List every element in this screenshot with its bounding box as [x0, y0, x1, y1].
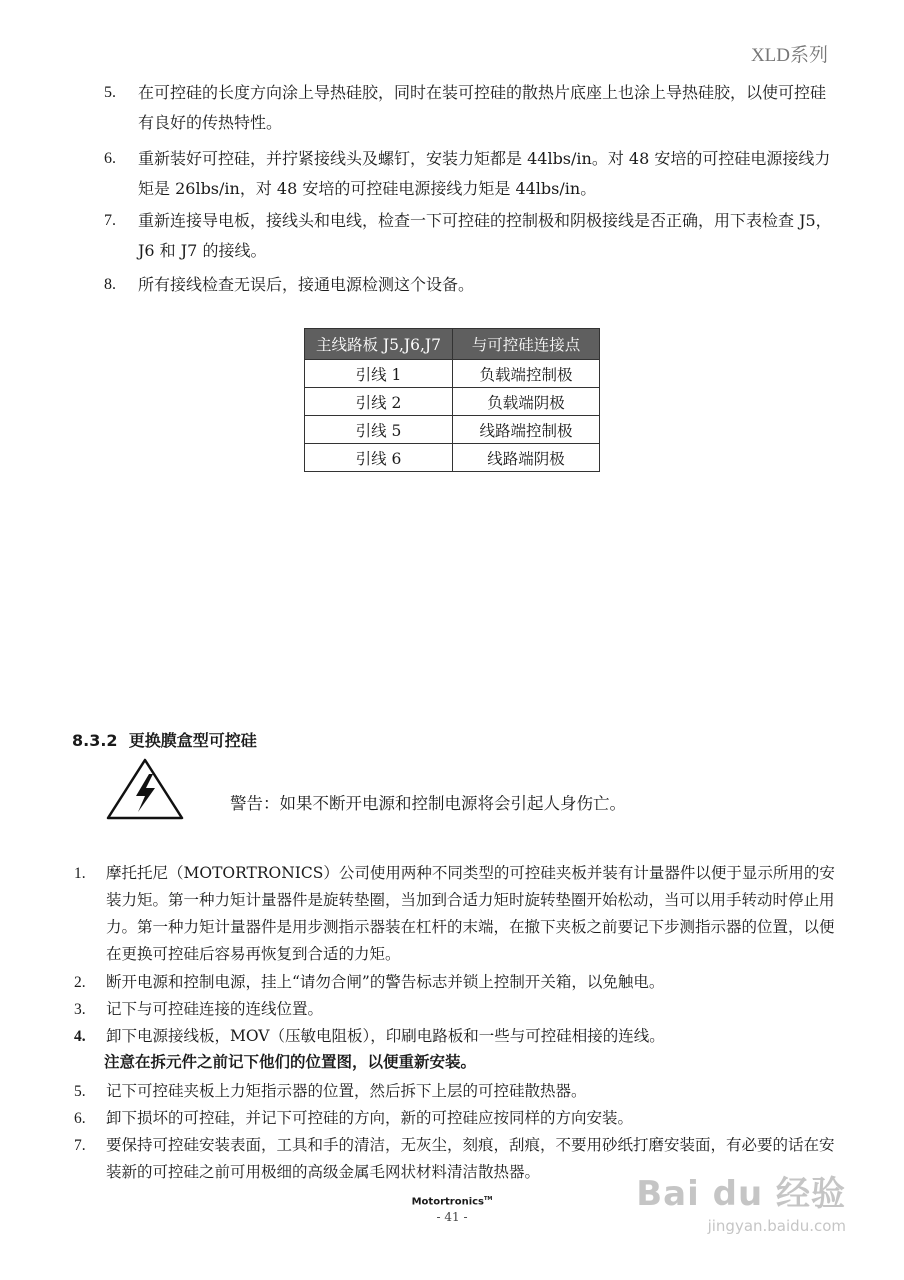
table-row [305, 416, 600, 444]
step-text: 要保持可控硅安装表面，工具和手的清洁，无灰尘，刻痕，刮痕，不要用砂纸打磨安装面，有必要的话在安装新的可控硅之前可用极细的高级金属毛网状材料清洁散热器。 [106, 1136, 835, 1181]
step-number: 6. [104, 150, 116, 167]
list-item [0, 969, 904, 996]
table-cell: 引线 2 [305, 388, 453, 416]
table-row [305, 388, 600, 416]
section-title: 更换膜盒型可控硅 [128, 731, 257, 750]
step-number: 8. [104, 276, 116, 293]
list-item [0, 78, 904, 138]
step-number: 7. [104, 212, 116, 229]
step-number: 7. [74, 1137, 86, 1154]
page-number: - 41 - [436, 1210, 468, 1224]
watermark-url: jingyan.baidu.com [707, 1217, 846, 1235]
step-text: 重新连接导电板，接线头和电线，检查一下可控硅的控制极和阴极接线是否正确，用下表检查 J5，J6 和 J7 的接线。 [138, 211, 832, 260]
footer-brand [0, 1196, 904, 1207]
trademark-mark: TM [484, 1196, 493, 1202]
brand-name: Motortronics [411, 1196, 485, 1208]
step-text: 重新装好可控硅，并拧紧接线头及螺钉，安装力矩都是 44lbs/in。对 48 安培的可控硅电源接线力矩是 26lbs/in，对 48 安培的可控硅电源接线力矩是 44lbs/in。 [138, 149, 831, 198]
step-number: 2. [74, 974, 86, 991]
table-row [305, 360, 600, 388]
section-number: 8.3.2 [72, 731, 118, 750]
list-item [0, 1105, 904, 1132]
step-text: 摩托托尼（MOTORTRONICS）公司使用两种不同类型的可控硅夹板并装有计量器件以便于显示所用的安装力矩。第一种力矩计量器件是旋转垫圈，当加到合适力矩时旋转垫圈开始松动，当可以用手转动时停止用力。第一种力矩计量器件是用步测指示器装在杠杆的末端，在撤下夹板之前要记下步测指示器的位置，以便在更换可控硅后容易再恢复到合适的力矩。 [106, 864, 835, 963]
column-header: 与可控硅连接点 [453, 329, 600, 360]
step-text: 卸下电源接线板，MOV（压敏电阻板），印刷电路板和一些与可控硅相接的连线。 [106, 1027, 665, 1045]
step-number: 5. [74, 1083, 86, 1100]
table-cell: 线路端控制极 [453, 416, 600, 444]
step-text: 在可控硅的长度方向涂上导热硅胶，同时在装可控硅的散热片底座上也涂上导热硅胶，以使可控硅有良好的传热特性。 [138, 83, 827, 132]
step-text: 断开电源和控制电源，挂上“请勿合闸”的警告标志并锁上控制开关箱，以免触电。 [106, 973, 665, 991]
high-voltage-warning-icon [106, 758, 184, 820]
table-row [305, 444, 600, 472]
note-text: 注意在拆元件之前记下他们的位置图，以便重新安装。 [104, 1052, 477, 1071]
table-header-row [305, 329, 600, 360]
step-number: 4. [74, 1028, 86, 1045]
table-cell: 引线 1 [305, 360, 453, 388]
table-cell: 引线 6 [305, 444, 453, 472]
watermark-logo: Bai du 经验 [636, 1174, 846, 1214]
table-cell: 引线 5 [305, 416, 453, 444]
list-item [0, 860, 904, 970]
table-cell: 负载端控制极 [453, 360, 600, 388]
list-item [0, 1023, 904, 1050]
table-cell: 线路端阴极 [453, 444, 600, 472]
section-heading [72, 728, 257, 751]
header-series: XLD系列 [750, 45, 828, 66]
step-text: 所有接线检查无误后，接通电源检测这个设备。 [138, 275, 475, 294]
step-number: 1. [74, 865, 86, 882]
step-number: 5. [104, 84, 116, 101]
list-item [0, 1078, 904, 1105]
scr-module-diagram [0, 500, 904, 710]
table-cell: 负载端阴极 [453, 388, 600, 416]
step-number: 6. [74, 1110, 86, 1127]
list-item [0, 996, 904, 1023]
step-text: 记下可控硅夹板上力矩指示器的位置，然后拆下上层的可控硅散热器。 [106, 1082, 587, 1100]
column-header: 主线路板 J5,J6,J7 [305, 329, 453, 360]
step-number: 3. [74, 1001, 86, 1018]
step-text: 卸下损坏的可控硅，并记下可控硅的方向，新的可控硅应按同样的方向安装。 [106, 1109, 634, 1127]
connection-table [304, 328, 600, 472]
list-item [0, 270, 904, 300]
warning-text: 警告：如果不断开电源和控制电源将会引起人身伤亡。 [230, 794, 626, 813]
step-text: 记下与可控硅连接的连线位置。 [106, 1000, 324, 1018]
list-item [0, 144, 904, 204]
list-item [0, 206, 904, 266]
